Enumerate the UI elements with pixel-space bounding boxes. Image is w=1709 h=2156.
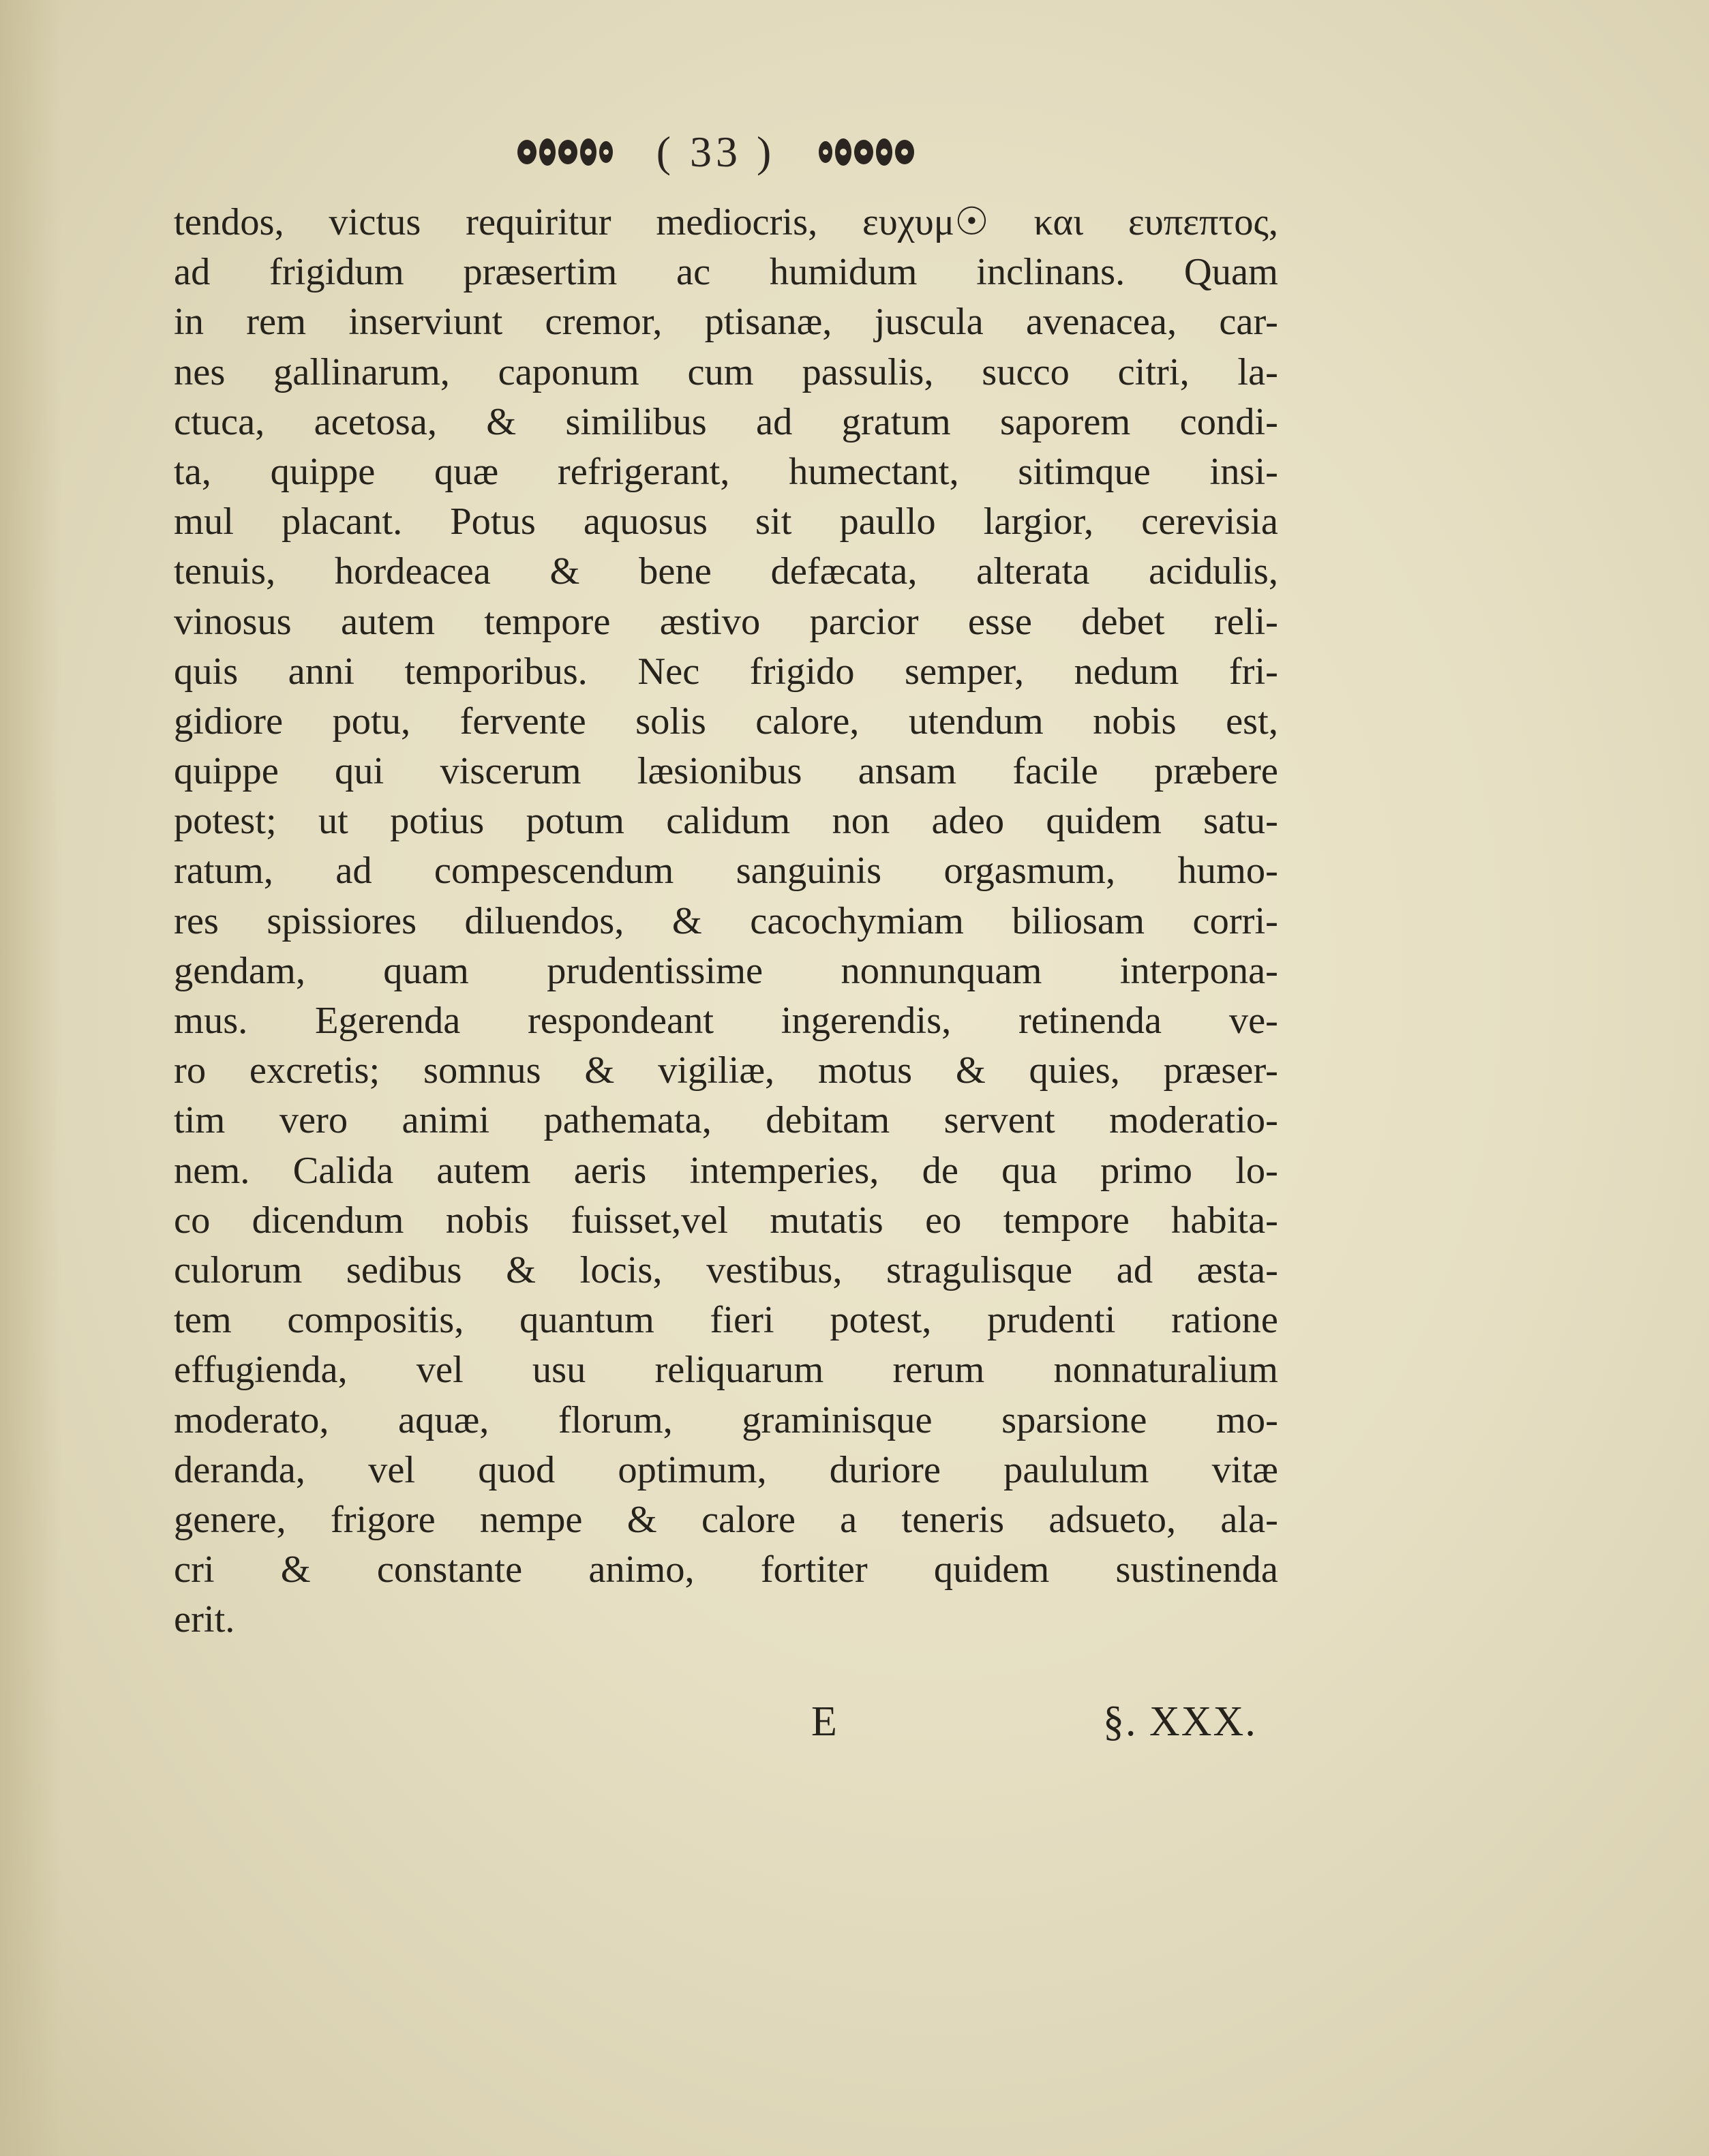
text-line: tim vero animi pathemata, debitam servent moderatio- [174, 1099, 1278, 1142]
text-line: erit. [174, 1598, 235, 1641]
text-line: tem compositis, quantum fieri potest, prudenti ratione [174, 1299, 1278, 1342]
text-line: ad frigidum præsertim ac humidum inclinans. Quam [174, 251, 1278, 294]
signature-mark: E [811, 1698, 837, 1745]
text-line: moderato, aquæ, florum, graminisque sparsione mo- [174, 1398, 1278, 1441]
text-line: vinosus autem tempore æstivo parcior esse debet reli- [174, 600, 1278, 643]
right-ornament-icon [816, 132, 918, 173]
text-line: tenuis, hordeacea & bene defæcata, alterata acidulis, [174, 550, 1278, 593]
text-line: ctuca, acetosa, & similibus ad gratum saporem condi- [174, 400, 1278, 443]
text-line: culorum sedibus & locis, vestibus, stragulisque ad æsta- [174, 1248, 1278, 1291]
text-line: effugienda, vel usu reliquarum rerum nonnaturalium [174, 1349, 1278, 1392]
text-line: res spissiores diluendos, & cacochymiam biliosam corri- [174, 899, 1278, 942]
catchword: §. XXX. [1103, 1698, 1257, 1745]
text-line: ta, quippe quæ refrigerant, humectant, sitimque insi- [174, 450, 1278, 493]
page-footer [0, 1698, 1709, 1752]
text-line: gidiore potu, fervente solis calore, utendum nobis est, [174, 700, 1278, 743]
page-gutter-shadow [0, 0, 61, 2156]
body-text [174, 198, 1278, 1645]
text-line: cri & constante animo, fortiter quidem sustinenda [174, 1548, 1278, 1591]
text-line: nem. Calida autem aeris intemperies, de qua primo lo- [174, 1149, 1278, 1192]
running-header [477, 115, 954, 190]
text-line: quis anni temporibus. Nec frigido semper, nedum fri- [174, 650, 1278, 693]
page-number: ( 33 ) [656, 128, 776, 176]
text-line: ratum, ad compescendum sanguinis orgasmum, humo- [174, 850, 1278, 893]
text-line: deranda, vel quod optimum, duriore paululum vitæ [174, 1448, 1278, 1491]
left-ornament-icon [513, 132, 616, 173]
text-line: mus. Egerenda respondeant ingerendis, retinenda ve- [174, 1000, 1278, 1042]
text-line: in rem inserviunt cremor, ptisanæ, juscula avenacea, car- [174, 301, 1278, 344]
text-line: ro excretis; somnus & vigiliæ, motus & quies, præser- [174, 1049, 1278, 1092]
text-line: potest; ut potius potum calidum non adeo quidem satu- [174, 800, 1278, 843]
text-line: genere, frigore nempe & calore a teneris adsueto, ala- [174, 1498, 1278, 1541]
text-line: tendos, victus requiritur mediocris, ευχυμ☉ και ευπεπτος, [174, 201, 1278, 243]
text-line: co dicendum nobis fuisset,vel mutatis eo tempore habita- [174, 1199, 1278, 1242]
text-line: mul placant. Potus aquosus sit paullo largior, cerevisia [174, 500, 1278, 543]
text-line: quippe qui viscerum læsionibus ansam facile præbere [174, 750, 1278, 793]
text-line: nes gallinarum, caponum cum passulis, succo citri, la- [174, 350, 1278, 393]
text-line: gendam, quam prudentissime nonnunquam interpona- [174, 949, 1278, 992]
